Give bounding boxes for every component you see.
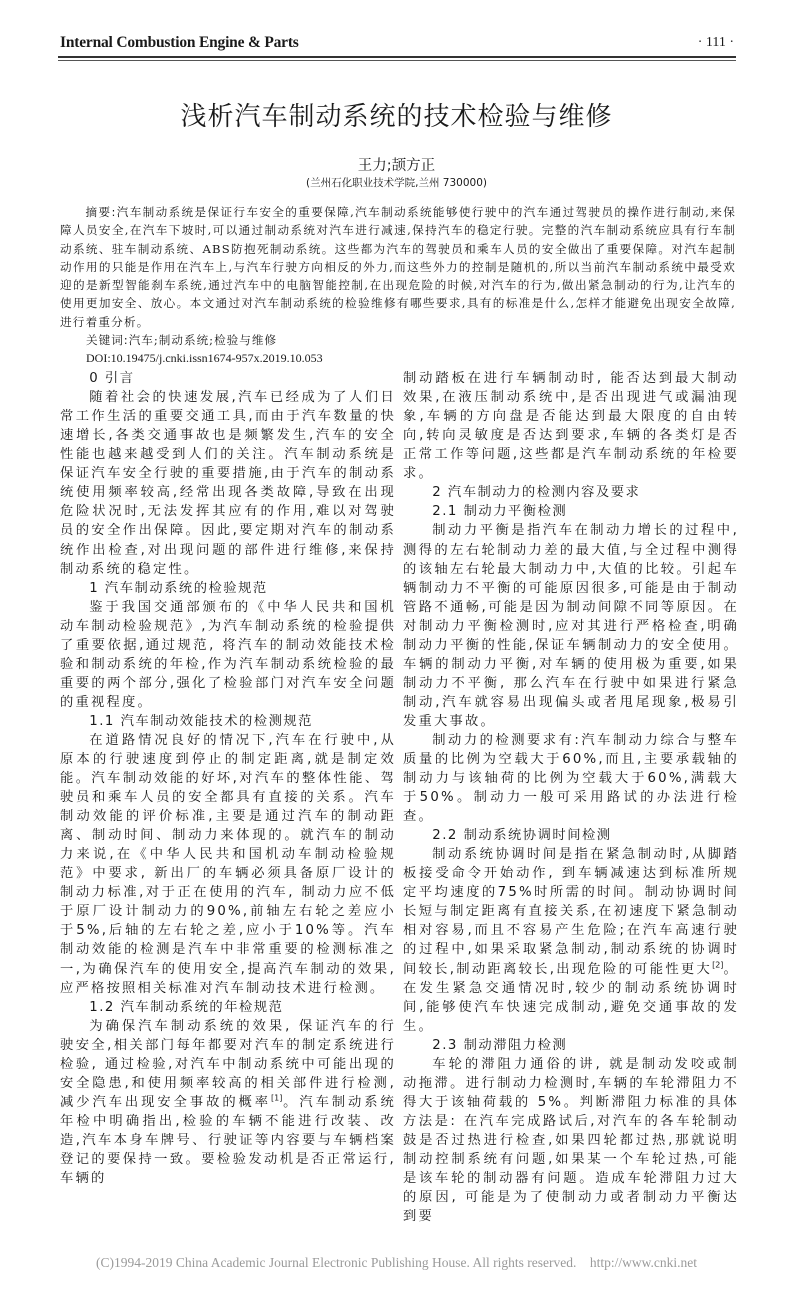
paragraph: 制动力的检测要求有:汽车制动力综合与整车质量的比例为空载大于60%,而且,主要承载轴的制动力与该轴荷的比例为空载大于60%,满载大于50%。制动力一般可采用路试的办法进行检查。: [403, 732, 739, 825]
journal-name: Internal Combustion Engine & Parts: [60, 34, 299, 51]
section-heading: 2 汽车制动力的检测内容及要求: [432, 485, 641, 501]
subsection-heading: 1.1 汽车制动效能技术的检测规范: [89, 713, 313, 729]
citation-ref[interactable]: [2]: [712, 960, 724, 970]
keywords-label: 关键词:: [86, 333, 129, 348]
paragraph: 随着社会的快速发展,汽车已经成为了人们日常工作生活的重要交通工具,而由于汽车数量的快速增长,各类交通事故也是频繁发生,汽车的安全性能也越来越受到人们的关注。汽车制动系统是保证汽车安全行驶的重要措施,由于汽车的制动系统使用频率较高,经常出现各类故障,导致在出现危险状况时,无法发挥其应有的作用,难以对驾驶员的安全作出保障。因此,要定期对汽车的制动系统作出检查,对出现问题的部件进行维修,来保持制动系统的稳定性。: [60, 390, 396, 577]
subsection-heading: 2.2 制动系统协调时间检测: [432, 828, 612, 844]
citation-ref[interactable]: [1]: [271, 1093, 283, 1103]
paragraph: 车轮的滞阻力通俗的讲, 就是制动发咬或制动拖滞。进行制动力检测时,车辆的车轮滞阻力不得大于该轴荷载的 5%。判断滞阻力标准的具体方法是: 在汽车完成路试后,对汽车的各车轮制动鼓是否过热进行检查,如果四轮都过热,那就说明制动控制系统有问题,如果某一个车轮过热,可能是该车轮的制动器有问题。造成车轮滞阻力过大的原因, 可能是为了使制动力或者制动力平衡达到要: [403, 1056, 739, 1225]
page-number: · 111 ·: [697, 35, 734, 50]
affiliation: (兰州石化职业技术学院,兰州 730000): [306, 177, 487, 189]
paragraph-text: 制动系统协调时间是指在紧急制动时,从脚踏板接受命令开始动作, 到车辆减速达到标准所规定平均速度的75%时所需的时间。制动协调时间长短与制定距离有直接关系,在初速度下紧急制动相对容易,而且不容易产生危险;在汽车高速行驶的过程中,如果采取紧急制动,制动系统的协调时间较长,制动距离较长,出现危险的可能性更大: [403, 847, 739, 977]
subsection-heading: 2.3 制动滞阻力检测: [432, 1037, 568, 1053]
abstract-text: 汽车制动系统是保证行车安全的重要保障,汽车制动系统能够使行驶中的汽车通过驾驶员的操作进行制动,来保障人员安全,在汽车下坡时,可以通过制动系统对汽车进行减速,保持汽车的稳定行驶。完整的汽车制动系统应具有行车制动系统、驻车制动系统、ABS防抱死制动系统。这些都为汽车的驾驶员和乘车人员的安全做出了重要保障。对汽车起制动作用的只能是作用在汽车上,与汽车行驶方向相反的外力,而这些外力的控制是随机的,所以当前汽车制动系统中最受欢迎的是新型智能刹车系统,通过汽车中的电脑智能控制,在出现危险的时候,对汽车的行为,做出紧急制动的行为,让汽车的使用更加安全、放心。本文通过对汽车制动系统的检验维修有哪些要求,具有的标准是什么,怎样才能避免出现安全故障,进行着重分析。: [60, 205, 736, 329]
section-heading: 1 汽车制动系统的检验规范: [89, 580, 268, 596]
paragraph-text: 。汽车制动系统年检中明确指出,检验的车辆不能进行改装、改造,汽车本身车牌号、行驶证等内容要与车辆档案登记的要保持一致。要检验发动机是否正常运行,车辆的: [60, 1094, 396, 1187]
paragraph-text: 。在发生紧急交通情况时,较少的制动系统协调时间,能够使汽车快速完成制动,避免交通事故的发生。: [403, 961, 740, 1034]
subsection-heading: 2.1 制动力平衡检测: [432, 504, 568, 520]
paragraph: 鉴于我国交通部颁布的《中华人民共和国机动车制动检验规范》,为汽车制动系统的检验提供了重要依据,通过规范, 将汽车的制动效能技术检验和制动系统的年检,作为汽车制动系统检验的最重要的两个部分,强化了检验部门对汽车安全问题的重视程度。: [60, 599, 396, 710]
paragraph-text: 为确保汽车制动系统的效果, 保证汽车的行驶安全,相关部门每年都要对汽车的制定系统进行检验, 通过检验,对汽车中制动系统中可能出现的安全隐患,和使用频率较高的相关部件进行检测,减少汽车出现安全事故的概率: [60, 1018, 396, 1110]
abstract: [60, 203, 736, 331]
paragraph: [60, 1017, 396, 1188]
doi: DOI:10.19475/j.cnki.issn1674-957x.2019.10.053: [86, 351, 323, 366]
header-rule-thin: [58, 60, 736, 61]
paragraph: 制动力平衡是指汽车在制动力增长的过程中,测得的左右轮制动力差的最大值,与全过程中测得的该轴左右轮最大制动力中,大值的比较。引起车辆制动力不平衡的可能原因很多,可能是由于制动管路不通畅,可能是因为制动间隙不同等原因。在对制动力平衡检测时,应对其进行严格检查,明确制动力平衡的性能,保证车辆制动力的安全使用。车辆的制动力平衡,对车辆的使用极为重要,如果制动力不平衡, 那么汽车在行驶中如果进行紧急制动,汽车就容易出现偏头或者甩尾现象,极易引发重大事故。: [403, 523, 739, 729]
authors: 王力;颉方正: [357, 158, 436, 174]
subsection-heading: 1.2 汽车制动系统的年检规范: [89, 999, 284, 1015]
header-rule-thick: [58, 56, 736, 58]
right-column: [403, 369, 739, 1226]
paragraph: 制动踏板在进行车辆制动时, 能否达到最大制动效果,在液压制动系统中,是否出现进气或漏油现象,车辆的方向盘是否能达到最大限度的自由转向,转向灵敏度是否达到要求,车辆的各类灯是否正常工作等问题,这些都是汽车制动系统的年检要求。: [403, 371, 739, 482]
article-body: [0, 100, 793, 1292]
left-column: [60, 369, 396, 1188]
copyright-footer: (C)1994-2019 China Academic Journal Electronic Publishing House. All rights reserved. http://www.cnki.net: [96, 1255, 697, 1271]
paragraph: 在道路情况良好的情况下,汽车在行驶中,从原本的行驶速度到停止的制定距离,就是制定效能。汽车制动效能的好坏,对汽车的整体性能、驾驶员和乘车人员的安全都具有直接的关系。汽车制动效能的评价标准,主要是通过汽车的制动距离、制动时间、制动力来体现的。就汽车的制动力来说,在《中华人民共和国机动车制动检验规范》中要求, 新出厂的车辆必须具备原厂设计的制动力标准,对于正在使用的汽车, 制动力应不低于原厂设计制动力的90%,前轴左右轮之差应小于5%,后轴的左右轮之差,应小于10%等。汽车制动效能的检测是汽车中非常重要的检测标准之一,为确保汽车的使用安全,提高汽车制动的效果,应严格按照相关标准对汽车制动技术进行检测。: [60, 732, 396, 996]
keywords: [86, 331, 793, 349]
paragraph: [403, 845, 739, 1035]
running-header: [60, 34, 734, 56]
article-title: 浅析汽车制动系统的技术检验与维修: [180, 102, 613, 132]
abstract-label: 摘要:: [85, 205, 117, 219]
section-heading: 0 引言: [89, 371, 135, 387]
two-column-body: [60, 369, 739, 1226]
keywords-text: 汽车;制动系统;检验与维修: [128, 333, 278, 348]
